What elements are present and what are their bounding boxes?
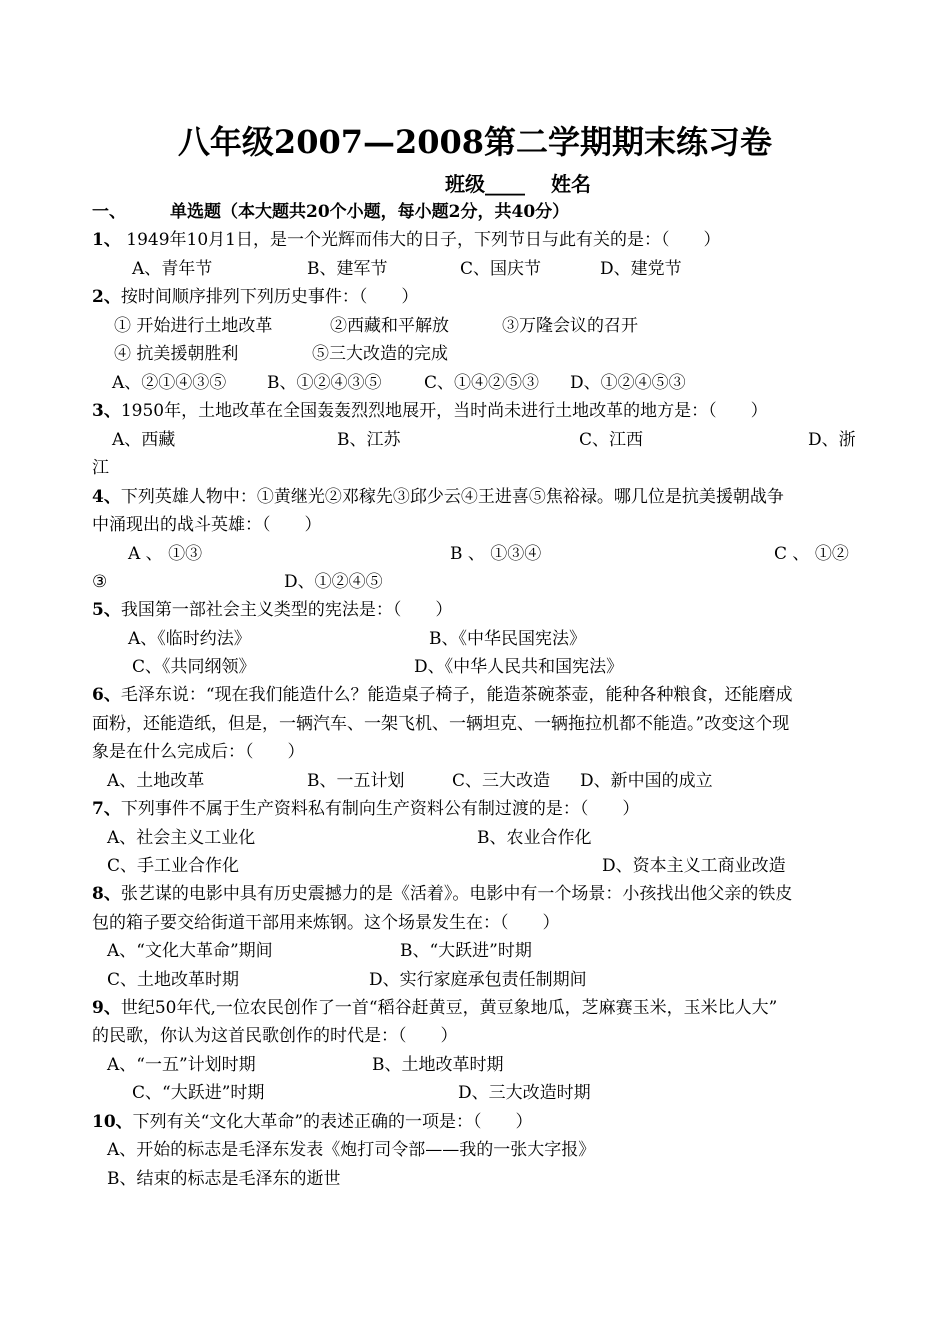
option-a: A、“文化大革命”期间 [107, 941, 273, 961]
option-b: B、“大跃进”时期 [400, 941, 532, 961]
option-b: B、土地改革时期 [372, 1055, 504, 1075]
option-c: C、“大跃进”时期 [132, 1083, 265, 1103]
question-8: 8、张艺谋的电影中具有历史震撼力的是《活着》。电影中有一个场景：小孩找出他父亲的铁皮 [92, 884, 793, 904]
question-2: 2、按时间顺序排列下列历史事件：（ ） [92, 287, 419, 307]
exam-page: 八年级2007—2008第二学期期末练习卷 班级____ 姓名 一、 单选题（本大题共20个小题，每小题2分，共40分） 1、 1949年10月1日，是一个光辉而伟大的日子，下列节日与此有关的是：（ ） A、青年节 B、建军节 C、国庆节 D、建党节 2、按时间顺序排列下列历史事件：（ ） ① 开始进行土地改革 ②西藏和平解放 ③万隆会议的召开 ④ 抗美援朝胜利 ⑤三大改造的完成 A、②①④③⑤ B、①②④③⑤ C、①④②⑤③ D、①②④⑤③ 3、1950年，土地改革在全国轰轰烈烈地展开，当时尚未进行土地改革的地方是：（ ） A、西藏 B、江苏 C、江西 D、浙 江 4、下列英雄人物中：①黄继光②邓稼先③邱少云④王进喜⑤焦裕禄。哪几位是抗美援朝战争 中涌现出的战斗英雄：（ ） A 、 ①③ B 、 ①③④ C 、 ①② ③ D、①②④⑤ 5、我国第一部社会主义类型的宪法是：（ ） A、《临时约法》 B、《中华民国宪法》 C、《共同纲领》 D、《中华人民共和国宪法》 6、毛泽东说：“现在我们能造什么？能造桌子椅子，能造茶碗茶壶，能种各种粮食，还能磨成 面粉，还能造纸，但是，一辆汽车、一架飞机、一辆坦克、一辆拖拉机都不能造。”改变这个现 象是在什么完成后：（ ） A、土地改革 B、一五计划 C、三大改造 D、新中国的成立 7、下列事件不属于生产资料私有制向生产资料公有制过渡的是：（ ） A、社会主义工业化 B、农业合作化 C、手工业合作化 D、资本主义工商业改造 8、张艺谋的电影中具有历史震撼力的是《活着》。电影中有一个场景：小孩找出他父亲的铁皮 包的箱子要交给街道干部用来炼钢。这个场景发生在：（ ） A、“文化大革命”期间 B、“大跃进”时期 C、土地改革时期 D、实行家庭承包责任制期间 9、世纪50年代,一位农民创作了一首“稻谷赶黄豆，黄豆象地瓜，芝麻赛玉米，玉米比人大” 的民歌，你认为这首民歌创作的时代是：（ ） A、“一五”计划时期 B、土地改革时期 C、“大跃进”时期 D、三大改造时期 10、下列有关“文化大革命”的表述正确的一项是：（ ） A、开始的标志是毛泽东发表《炮打司令部——我的一张大字报》 B、结束的标志是毛泽东的逝世 [0, 0, 950, 1342]
option-d: D、资本主义工商业改造 [602, 856, 786, 876]
question-4-cont: 中涌现出的战斗英雄：（ ） [92, 515, 322, 535]
option-a: A、西藏 [112, 430, 176, 450]
option-d: D、①②④⑤③ [570, 373, 686, 393]
option-c: C、国庆节 [460, 259, 542, 279]
section-heading: 一、 单选题（本大题共20个小题，每小题2分，共40分） [92, 198, 862, 226]
option-d: D、新中国的成立 [580, 771, 713, 791]
question-4: 4、下列英雄人物中：①黄继光②邓稼先③邱少云④王进喜⑤焦裕禄。哪几位是抗美援朝战争 [92, 487, 784, 507]
question-3-options-wrap: 江 [92, 458, 109, 478]
question-10: 10、下列有关“文化大革命”的表述正确的一项是：（ ） [92, 1112, 533, 1132]
question-6-cont1: 面粉，还能造纸，但是，一辆汽车、一架飞机、一辆坦克、一辆拖拉机都不能造。”改变这个现 [92, 714, 790, 734]
exam-title: 八年级2007—2008第二学期期末练习卷 [177, 123, 773, 161]
name-label: 姓名 [551, 172, 591, 196]
option-c: C 、 ①② [774, 544, 849, 564]
option-a: A、“一五”计划时期 [107, 1055, 256, 1075]
option-c: C、土地改革时期 [107, 970, 240, 990]
option-c: C、《共同纲领》 [132, 657, 256, 677]
question-6-cont2: 象是在什么完成后：（ ） [92, 742, 305, 762]
option-a: A、②①④③⑤ [112, 373, 227, 393]
option-d: D、建党节 [600, 259, 682, 279]
section-label: 单选题（本大题共20个小题，每小题2分，共40分） [170, 202, 570, 222]
option-b: B、农业合作化 [477, 828, 592, 848]
option-b: B、《中华民国宪法》 [429, 629, 586, 649]
question-7: 7、下列事件不属于生产资料私有制向生产资料公有制过渡的是：（ ） [92, 799, 640, 819]
option-d: D、三大改造时期 [458, 1083, 591, 1103]
option-c: C、江西 [579, 430, 644, 450]
option-a: A 、 ①③ [128, 544, 203, 564]
option-a: A、《临时约法》 [128, 629, 251, 649]
question-6: 6、毛泽东说：“现在我们能造什么？能造桌子椅子，能造茶碗茶壶，能种各种粮食，还能磨成 [92, 685, 793, 705]
question-5: 5、我国第一部社会主义类型的宪法是：（ ） [92, 600, 453, 620]
option-c: C、手工业合作化 [107, 856, 240, 876]
option-c: C、①④②⑤③ [424, 373, 540, 393]
option-b: B、建军节 [307, 259, 388, 279]
option-a: A、土地改革 [107, 771, 205, 791]
class-label: 班级____ [445, 172, 525, 196]
option-b: B、①②④③⑤ [267, 373, 382, 393]
question-9-cont: 的民歌，你认为这首民歌创作的时代是：（ ） [92, 1026, 458, 1046]
student-info [445, 170, 591, 198]
option-c: C、三大改造 [452, 771, 551, 791]
question-9: 9、世纪50年代,一位农民创作了一首“稻谷赶黄豆，黄豆象地瓜，芝麻赛玉米，玉米比人大” [92, 998, 778, 1018]
option-d: D、实行家庭承包责任制期间 [369, 970, 587, 990]
option-a: A、社会主义工业化 [107, 828, 256, 848]
option-d: D、《中华人民共和国宪法》 [414, 657, 624, 677]
question-3: 3、1950年，土地改革在全国轰轰烈烈地展开，当时尚未进行土地改革的地方是：（ ） [92, 401, 768, 421]
option-d: D、浙 [808, 430, 856, 450]
question-1: 1、 1949年10月1日，是一个光辉而伟大的日子，下列节日与此有关的是：（ ） [92, 230, 721, 250]
question-8-cont: 包的箱子要交给街道干部用来炼钢。这个场景发生在：（ ） [92, 913, 560, 933]
option-b: B、一五计划 [307, 771, 405, 791]
option-b: B 、 ①③④ [450, 544, 542, 564]
option-a: A、青年节 [132, 259, 213, 279]
option-b: B、江苏 [337, 430, 401, 450]
option-d: D、①②④⑤ [284, 572, 383, 592]
